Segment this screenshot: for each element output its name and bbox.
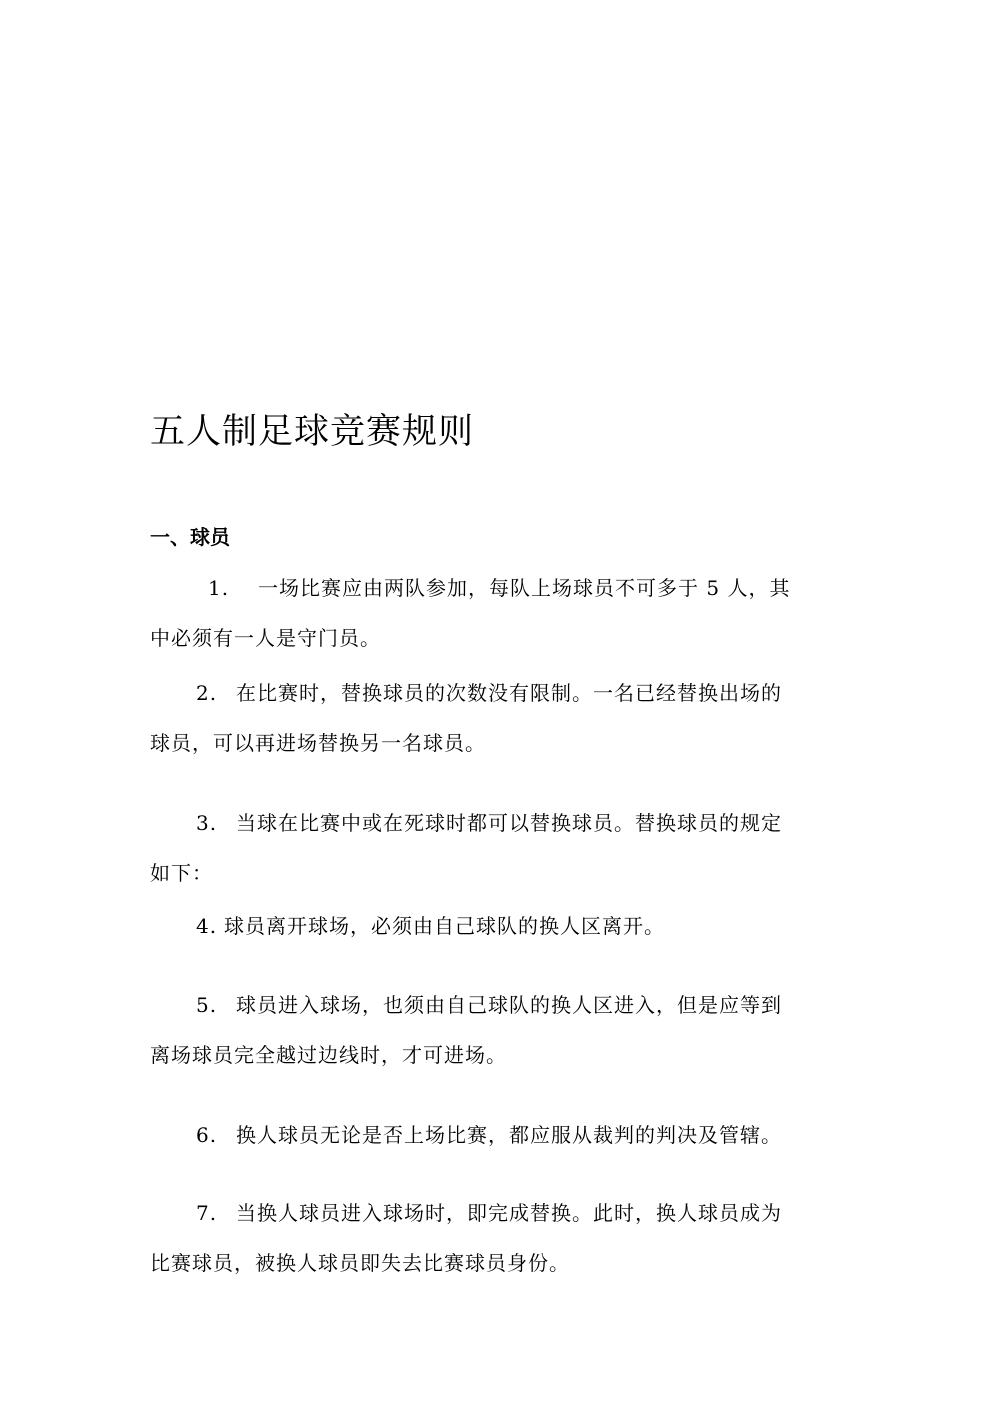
rule-number: 1. [208, 576, 230, 600]
rule-paragraph-3 [150, 798, 850, 898]
paragraph-text: 一场比赛应由两队参加，每队上场球员不可多于 5 人，其 [258, 576, 791, 600]
paragraph-line [150, 668, 850, 718]
rule-paragraph-6 [150, 1110, 850, 1160]
rule-paragraph-4 [150, 901, 850, 951]
rule-paragraph-2 [150, 668, 850, 768]
rule-paragraph-5 [150, 980, 850, 1080]
paragraph-text: 当球在比赛中或在死球时都可以替换球员。替换球员的规定 [236, 811, 782, 835]
paragraph-line [150, 798, 850, 848]
rule-paragraph-1 [150, 563, 850, 663]
paragraph-line [150, 1188, 850, 1238]
section-heading: 一、球员 [150, 525, 230, 549]
rule-number: 7. [196, 1201, 218, 1225]
paragraph-text: 球员进入球场，也须由自己球队的换人区进入，但是应等到 [236, 993, 782, 1017]
paragraph-line [150, 563, 850, 613]
paragraph-line [150, 980, 850, 1030]
paragraph-line: 离场球员完全越过边线时，才可进场。 [150, 1043, 507, 1067]
paragraph-text: 球员离开球场，必须由自己球队的换人区离开。 [224, 914, 665, 938]
paragraph-text: 在比赛时，替换球员的次数没有限制。一名已经替换出场的 [236, 681, 782, 705]
paragraph-line: 如下： [150, 861, 213, 885]
rule-number: 6. [196, 1123, 218, 1147]
rule-number: 4. [196, 914, 218, 938]
rule-number: 3. [196, 811, 218, 835]
paragraph-line: 中必须有一人是守门员。 [150, 626, 381, 650]
rule-paragraph-7 [150, 1188, 850, 1288]
paragraph-line [150, 1110, 850, 1160]
paragraph-line: 球员，可以再进场替换另一名球员。 [150, 731, 486, 755]
paragraph-line: 比赛球员，被换人球员即失去比赛球员身份。 [150, 1251, 570, 1275]
paragraph-line [150, 901, 850, 951]
rule-number: 5. [196, 993, 218, 1017]
paragraph-text: 当换人球员进入球场时，即完成替换。此时，换人球员成为 [236, 1201, 782, 1225]
paragraph-text: 换人球员无论是否上场比赛，都应服从裁判的判决及管辖。 [236, 1123, 782, 1147]
document-title: 五人制足球竞赛规则 [150, 412, 475, 452]
rule-number: 2. [196, 681, 218, 705]
